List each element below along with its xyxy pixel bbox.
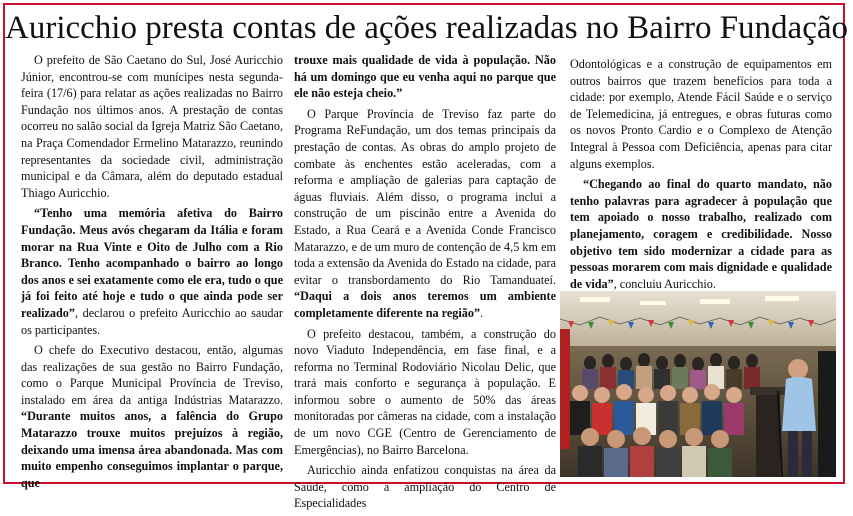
paragraph-continuation: Odontológicas e a construção de equipamentos em outros bairros que trazem benefícios para toda a cidade: por exemplo, Atende Fácil Saúde e o serviço de Telemedicina, já entregues, e obras futuras como os novos Pronto Cardio e o Complexo de Atenção Integral à Pessoa com Deficiência, apenas para citar alguns exemplos. (570, 57, 832, 171)
paragraph: O prefeito destacou, também, a construção do novo Viaduto Independência, em fase final, e a reforma no Terminal Rodoviário Nicolau Delic, que trará mais conforto e segurança à população. E informou sobre o aumento de 50% das áreas monitoradas por câmeras na cidade, com a instalação de um novo CGE (Centro de Gerenciamento de Emergências), no Bairro Barcelona. (294, 326, 556, 457)
quote-text: “Chegando ao final do quarto mandato, não tenho palavras para agradecer à população que tem apoiado o nosso trabalho, realizado com planejamento, coragem e credibilidade. Nosso objetivo tem sido modernizar a cidade para as pessoas morarem com mais dignidade e qualidade de vida” (570, 177, 832, 291)
body-text: O chefe do Executivo destacou, então, algumas das realizações de sua gestão no Bairro Fundação, como o Parque Municipal Província de Treviso, instalado em área da antiga Indústrias Matarazzo. (21, 343, 283, 407)
audience-photo-illustration (560, 291, 836, 477)
text-column-1 (21, 52, 283, 495)
paragraph: Auricchio ainda enfatizou conquistas na área da Saúde, como a ampliação do Centro de Especialidades (294, 463, 556, 511)
headline: Auricchio presta contas de ações realizadas no Bairro Fundação (5, 10, 848, 46)
event-photo (560, 291, 836, 477)
paragraph: O prefeito de São Caetano do Sul, José Auricchio Júnior, encontrou-se com munícipes nesta segunda-feira (17/6) para relatar as ações realizadas no Bairro Fundação nos últimos anos. A prestação de contas ocorreu no salão social da Igreja Matriz São Caetano, na Praça Comendador Ermelino Matarazzo, reunindo representantes da sociedade civil, administração municipal e da Câmara, além do deputado estadual Thiago Auricchio. (21, 53, 283, 200)
body-text: O Parque Província de Treviso faz parte do Programa ReFundação, um dos temas principais da prestação de contas. As obras do amplo projeto de combate às enchentes estão aceleradas, com a reforma e ampliação de galerias para captação de águas fluviais. Além disso, o programa inclui a construção de um piscinão entre a Avenida do Estado, a Rua Ceará e a Avenida Conde Francisco Matarazzo, e de um muro de contenção de 4,5 km em toda a extensão da Avenida do Estado na cidade, para evitar o transbordamento do Rio Tamanduateí. (294, 106, 556, 287)
attribution-text: , declarou o prefeito Auricchio ao saudar os participantes. (21, 305, 283, 337)
paragraph (294, 106, 556, 322)
body-text: . (480, 305, 484, 320)
quote-paragraph (570, 176, 832, 292)
quote-text: trouxe mais qualidade de vida à população. Não há um domingo que eu venha aqui no parque que ele não esteja cheio.” (294, 53, 556, 101)
quote-continuation (294, 52, 556, 102)
attribution-text: , concluiu Auricchio. (613, 276, 716, 291)
quote-text: “Tenho uma memória afetiva do Bairro Fundação. Meus avós chegaram da Itália e foram morar na Rua Vinte e Oito de Julho com a Rio Branco. Tenho acompanhado o bairro ao longo dos anos e sei exatamente como ele era, tudo o que já foi feito até hoje e tudo o que ainda pode ser realizado” (21, 206, 283, 320)
quote-text: “Durante muitos anos, a falência do Grupo Matarazzo trouxe muitos prejuízos à região, deixando uma imensa área abandonada. Mas com muito empenho conseguimos implantar o parque, que (21, 409, 283, 490)
text-column-2 (294, 52, 556, 516)
text-column-3 (570, 56, 832, 296)
paragraph (21, 342, 283, 491)
newspaper-article (3, 3, 848, 511)
quote-paragraph (21, 205, 283, 338)
quote-text: “Daqui a dois anos teremos um ambiente completamente diferente na região” (294, 289, 556, 320)
